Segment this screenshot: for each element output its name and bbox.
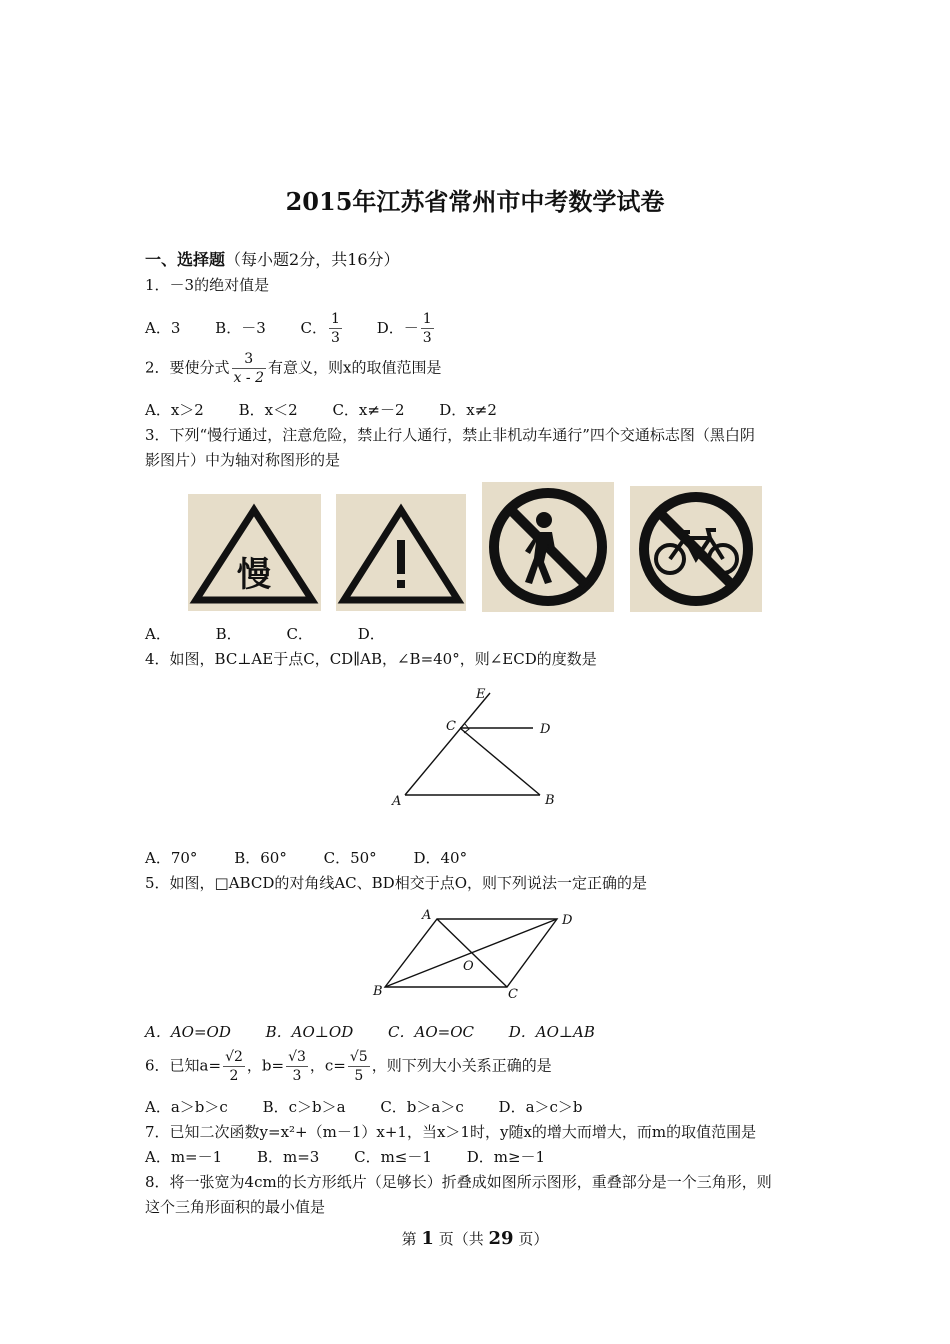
q6-fraction-c (348, 1048, 370, 1085)
q4-option-b: B．60° (234, 849, 287, 867)
q5-label-o: O (463, 959, 474, 974)
q1-options (145, 310, 436, 347)
q3-option-b: B． (215, 625, 242, 643)
q6-b-num: √3 (288, 1049, 306, 1065)
q2-prefix: 2．要使分式 (145, 358, 230, 377)
q4-options (145, 848, 497, 868)
q3-option-d: D． (357, 625, 385, 643)
q1-fraction-d (421, 310, 434, 347)
q2-option-c: C．x≠－2 (332, 401, 405, 419)
q4-label-c: C (446, 719, 456, 734)
footer-post: 页） (518, 1230, 549, 1248)
q4-option-d: D．40° (413, 849, 468, 867)
q1-frac-c-den: 3 (331, 330, 340, 346)
q6-b-den: 3 (286, 1066, 308, 1085)
footer-page-number: 1 (421, 1228, 434, 1249)
q6-fraction-a (223, 1048, 245, 1085)
sign-slow-icon (188, 494, 321, 611)
q5-figure (365, 903, 585, 1003)
q5-options (145, 1022, 625, 1042)
q7-option-c: C．m≤－1 (354, 1148, 432, 1166)
q1-fraction-c (329, 310, 342, 347)
q5-label-c: C (508, 987, 518, 1002)
q6-a-num: √2 (225, 1049, 243, 1065)
q3-option-a: A． (145, 625, 171, 643)
q4-label-e: E (476, 687, 486, 702)
q4-option-a: A．70° (145, 849, 198, 867)
q7-option-a: A．m=－1 (145, 1148, 223, 1166)
q2-fraction (232, 350, 266, 387)
q6-fraction-b (286, 1048, 308, 1085)
section-heading (145, 250, 400, 270)
q7-options (145, 1147, 575, 1167)
q6-option-d: D．a＞c＞b (498, 1098, 583, 1116)
q3-stem-line2: 影图片）中为轴对称图形的是 (145, 451, 341, 469)
sign-danger-icon (336, 494, 466, 611)
q2-option-d: D．x≠2 (439, 401, 497, 419)
sign-no-bicycle-image (630, 486, 762, 612)
q4-figure (380, 680, 580, 810)
q7-option-b: B．m=3 (256, 1148, 320, 1166)
q6-b-label: ，b= (246, 1056, 285, 1075)
q3-option-c: C． (286, 625, 313, 643)
page-title: 2015年江苏省常州市中考数学试卷 (285, 187, 665, 216)
q5-option-c: C．AO=OC (388, 1023, 474, 1041)
sign-danger-image (336, 494, 466, 611)
q6-options (145, 1097, 613, 1117)
q1-stem: 1．－3的绝对值是 (145, 276, 270, 294)
q5-label-a: A (422, 908, 432, 923)
q2-options (145, 400, 527, 420)
q2-frac-num: 3 (244, 351, 254, 367)
q8-stem-line2: 这个三角形面积的最小值是 (145, 1198, 326, 1216)
q6-option-c: C．b＞a＞c (380, 1098, 464, 1116)
footer-pre: 第 (401, 1230, 417, 1248)
q6-stem (145, 1048, 552, 1085)
no-pedestrian-icon (482, 482, 614, 612)
footer-total-pages: 29 (488, 1228, 514, 1249)
q2-option-b: B．x＜2 (238, 401, 298, 419)
q1-frac-d-num: 1 (422, 311, 432, 327)
q1-frac-c-num: 1 (331, 311, 340, 327)
q5-option-b: B．AO⊥OD (265, 1023, 354, 1041)
page-footer (0, 1228, 950, 1249)
q3-options (145, 624, 415, 644)
q5-label-b: B (373, 984, 383, 999)
q6-a-den: 2 (223, 1066, 245, 1085)
no-bicycle-icon (630, 486, 762, 612)
sign-no-pedestrian-image (482, 482, 614, 612)
q6-prefix: 6．已知a= (145, 1056, 222, 1075)
q6-c-label: ，c= (309, 1056, 346, 1075)
q2-stem (145, 350, 441, 387)
q1-option-a: A．3 (145, 318, 181, 337)
q2-suffix: 有意义，则x的取值范围是 (267, 358, 442, 377)
q4-label-b: B (545, 793, 555, 808)
q4-label-d: D (540, 722, 551, 737)
q6-c-num: √5 (349, 1049, 368, 1065)
q6-c-den: 5 (348, 1066, 370, 1085)
q1-frac-d-den: 3 (422, 330, 432, 346)
q5-label-d: D (562, 913, 573, 928)
q5-option-a: A．AO=OD (145, 1023, 231, 1041)
q6-option-a: A．a＞b＞c (145, 1098, 228, 1116)
q1-option-b: B．－3 (215, 318, 266, 337)
q2-frac-den: x - 2 (233, 370, 264, 386)
q4-label-a: A (392, 794, 402, 809)
q7-stem: 7．已知二次函数y=x²+（m－1）x+1，当x＞1时，y随x的增大而增大，而m的取值范围是 (145, 1123, 757, 1141)
q1-option-d: D．－ (376, 318, 419, 337)
sign-slow-image (188, 494, 321, 611)
q7-option-d: D．m≥－1 (466, 1148, 546, 1166)
q2-option-a: A．x＞2 (145, 401, 204, 419)
section-title: 一、选择题 (145, 250, 226, 269)
q4-segment-cb (460, 728, 540, 795)
q6-suffix: ，则下列大小关系正确的是 (371, 1056, 552, 1075)
q5-option-d: D．AO⊥AB (508, 1023, 595, 1041)
q6-option-b: B．c＞b＞a (262, 1098, 346, 1116)
sign-slow-char: 慢 (237, 555, 271, 595)
q3-stem-line1: 3．下列“慢行通过，注意危险，禁止行人通行，禁止非机动车通行”四个交通标志图（黑白阴 (145, 426, 755, 444)
footer-mid: 页（共 (438, 1230, 484, 1248)
q4-line-ae (405, 693, 490, 795)
q4-option-c: C．50° (323, 849, 377, 867)
q1-option-c: C． (300, 318, 328, 337)
q5-stem: 5．如图，□ABCD的对角线AC、BD相交于点O，则下列说法一定正确的是 (145, 874, 648, 892)
q8-stem-line1: 8．将一张宽为4cm的长方形纸片（足够长）折叠成如图所示图形，重叠部分是一个三角形，则 (145, 1173, 772, 1191)
section-note: （每小题2分，共16分） (225, 250, 400, 269)
q4-stem: 4．如图，BC⊥AE于点C，CD∥AB，∠B=40°，则∠ECD的度数是 (145, 650, 597, 668)
